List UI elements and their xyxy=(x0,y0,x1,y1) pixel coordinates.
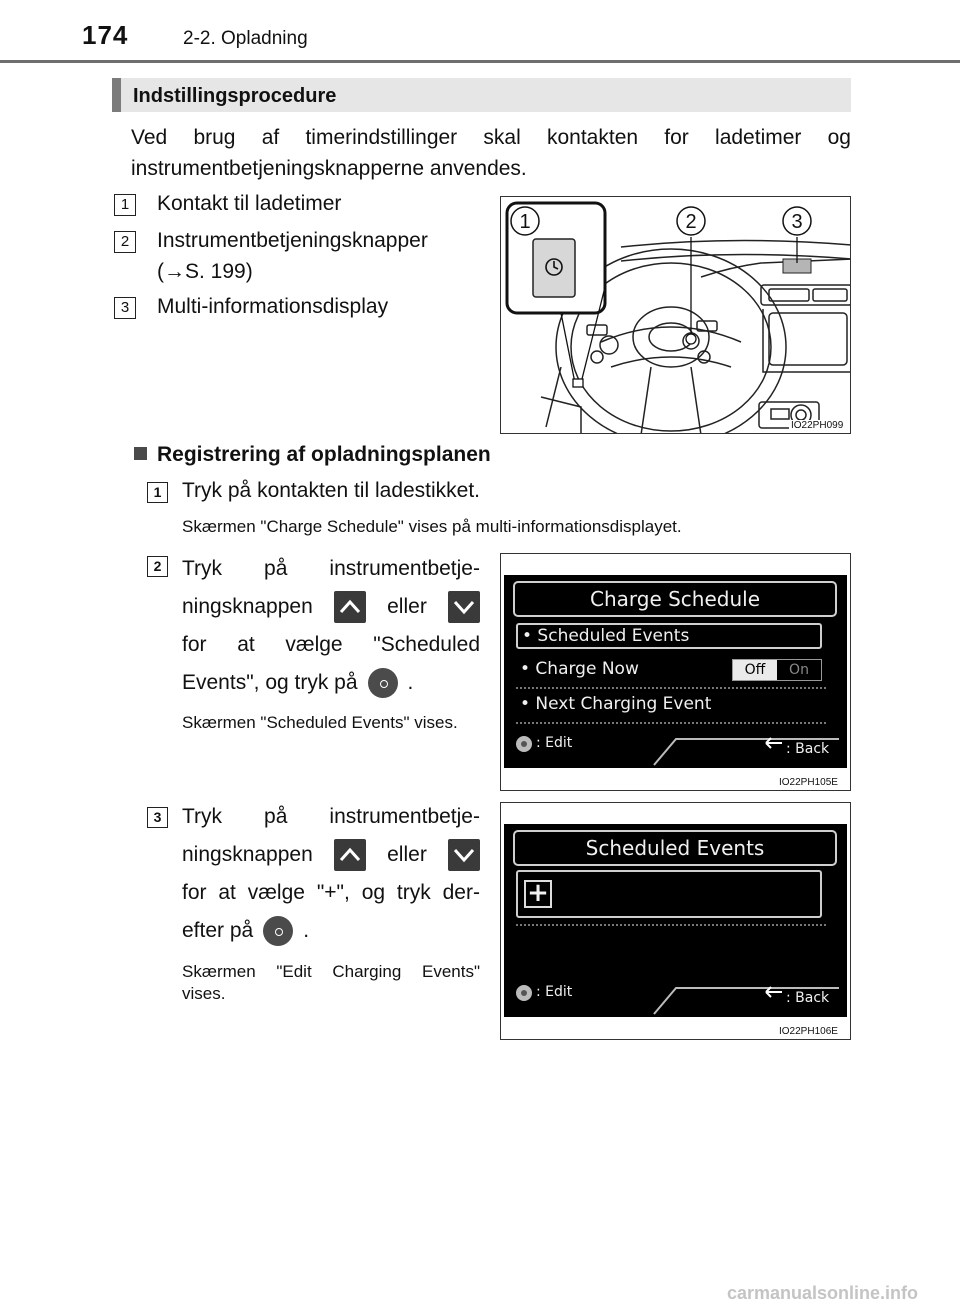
toggle-off[interactable]: Off xyxy=(733,660,777,680)
bullet-square-icon xyxy=(134,447,147,460)
word: instrumentbetje- xyxy=(329,805,480,828)
up-button-icon xyxy=(334,839,366,871)
step-number-3: 3 xyxy=(147,807,168,828)
back-hint: : Back xyxy=(786,990,830,1006)
word: . xyxy=(407,671,414,694)
up-button-icon xyxy=(334,591,366,623)
word: der- xyxy=(442,881,480,904)
word: "Scheduled xyxy=(373,633,480,656)
step-1-text: Tryk på kontakten til ladestikket. xyxy=(182,479,481,502)
callout-3: 3 xyxy=(791,211,803,233)
callout-1: 1 xyxy=(519,211,531,233)
word: ningsknappen xyxy=(182,843,313,866)
charge-schedule-figure xyxy=(500,553,851,791)
word: eller xyxy=(387,595,427,618)
word: tryk xyxy=(396,881,431,904)
word: vælge xyxy=(247,881,305,904)
step-2-line-1 xyxy=(182,550,480,588)
add-icon[interactable]: + xyxy=(524,880,552,908)
word: instrumentbetje- xyxy=(329,557,480,580)
header-rule xyxy=(0,60,960,63)
ok-knob-icon xyxy=(263,916,293,946)
charge-schedule-screen xyxy=(504,575,847,768)
dashboard-illustration xyxy=(501,197,851,434)
dashboard-figure xyxy=(500,196,851,434)
scheduled-events-figure xyxy=(500,802,851,1040)
add-event-row[interactable] xyxy=(516,870,822,918)
charge-now-toggle[interactable] xyxy=(732,659,822,681)
menu-item-next-charging-event[interactable]: • Next Charging Event xyxy=(520,694,712,714)
down-button-icon xyxy=(448,591,480,623)
section-heading xyxy=(112,78,851,112)
ok-knob-icon xyxy=(368,668,398,698)
figure-code: IO22PH099 xyxy=(791,420,844,431)
figure-code: IO22PH105E xyxy=(779,777,838,788)
step-3-line-2 xyxy=(182,836,480,874)
step-3-line-4 xyxy=(182,912,480,950)
step-2-text xyxy=(182,550,480,702)
legend-number: 3 xyxy=(114,297,136,319)
subheading-text: Registrering af opladningsplanen xyxy=(157,443,491,466)
edit-hint: : Edit xyxy=(536,735,573,751)
word: . xyxy=(303,919,310,942)
callout-2: 2 xyxy=(685,211,697,233)
word: efter på xyxy=(182,919,254,942)
edit-hint: : Edit xyxy=(536,984,573,1000)
section-heading-text: Indstillingsprocedure xyxy=(133,85,337,107)
back-hint: : Back xyxy=(786,741,830,757)
step-3-line-3 xyxy=(182,874,480,912)
legend-number: 2 xyxy=(114,231,136,253)
menu-item-charge-now[interactable]: • Charge Now xyxy=(520,659,639,679)
intro-paragraph: Ved brug af timerindstillinger skal kontakten for ladetimer og instrumentbetjeningsknapperne anvendes. xyxy=(131,126,851,180)
word: for xyxy=(182,633,207,656)
step-3-note: Skærmen "Edit Charging Events" vises. xyxy=(182,962,480,1003)
step-number-2: 2 xyxy=(147,556,168,577)
menu-item-scheduled-events[interactable]: • Scheduled Events xyxy=(516,623,822,649)
legend-text-ref: (→S. 199) xyxy=(157,260,253,283)
page-header xyxy=(0,0,960,62)
word: Tryk xyxy=(182,805,223,828)
figure-code: IO22PH106E xyxy=(779,1026,838,1037)
down-button-icon xyxy=(448,839,480,871)
step-3-text xyxy=(182,798,480,950)
screen-title: Scheduled Events xyxy=(513,830,837,866)
step-2-line-2 xyxy=(182,588,480,626)
word: at xyxy=(218,881,236,904)
step-2-line-4 xyxy=(182,664,480,702)
scheduled-events-screen xyxy=(504,824,847,1017)
step-3-line-1 xyxy=(182,798,480,836)
word: eller xyxy=(387,843,427,866)
step-1-note: Skærmen "Charge Schedule" vises på multi-informationsdisplayet. xyxy=(182,517,682,536)
word: "+", xyxy=(316,881,350,904)
word: og xyxy=(361,881,386,904)
word: ningsknappen xyxy=(182,595,313,618)
legend-text: Instrumentbetjeningsknapper xyxy=(157,229,428,252)
screen-title: Charge Schedule xyxy=(513,581,837,617)
divider xyxy=(516,722,826,724)
page-number: 174 xyxy=(82,20,129,50)
toggle-on[interactable]: On xyxy=(789,662,809,678)
step-number-1: 1 xyxy=(147,482,168,503)
step-2-line-3 xyxy=(182,626,480,664)
word: på xyxy=(264,557,288,580)
divider xyxy=(516,687,826,689)
word: Events", og tryk på xyxy=(182,671,358,694)
word: vælge xyxy=(285,633,343,656)
legend-number: 1 xyxy=(114,194,136,216)
section-label: 2-2. Opladning xyxy=(183,28,308,49)
divider xyxy=(516,924,826,926)
subheading xyxy=(134,443,491,467)
watermark: carmanualsonline.info xyxy=(727,1283,919,1303)
legend-text: Multi-informationsdisplay xyxy=(157,295,389,318)
word: på xyxy=(264,805,288,828)
word: Tryk xyxy=(182,557,223,580)
word: for xyxy=(182,881,207,904)
word: at xyxy=(237,633,255,656)
legend-text: Kontakt til ladetimer xyxy=(157,192,342,215)
step-2-note: Skærmen "Scheduled Events" vises. xyxy=(182,713,458,732)
